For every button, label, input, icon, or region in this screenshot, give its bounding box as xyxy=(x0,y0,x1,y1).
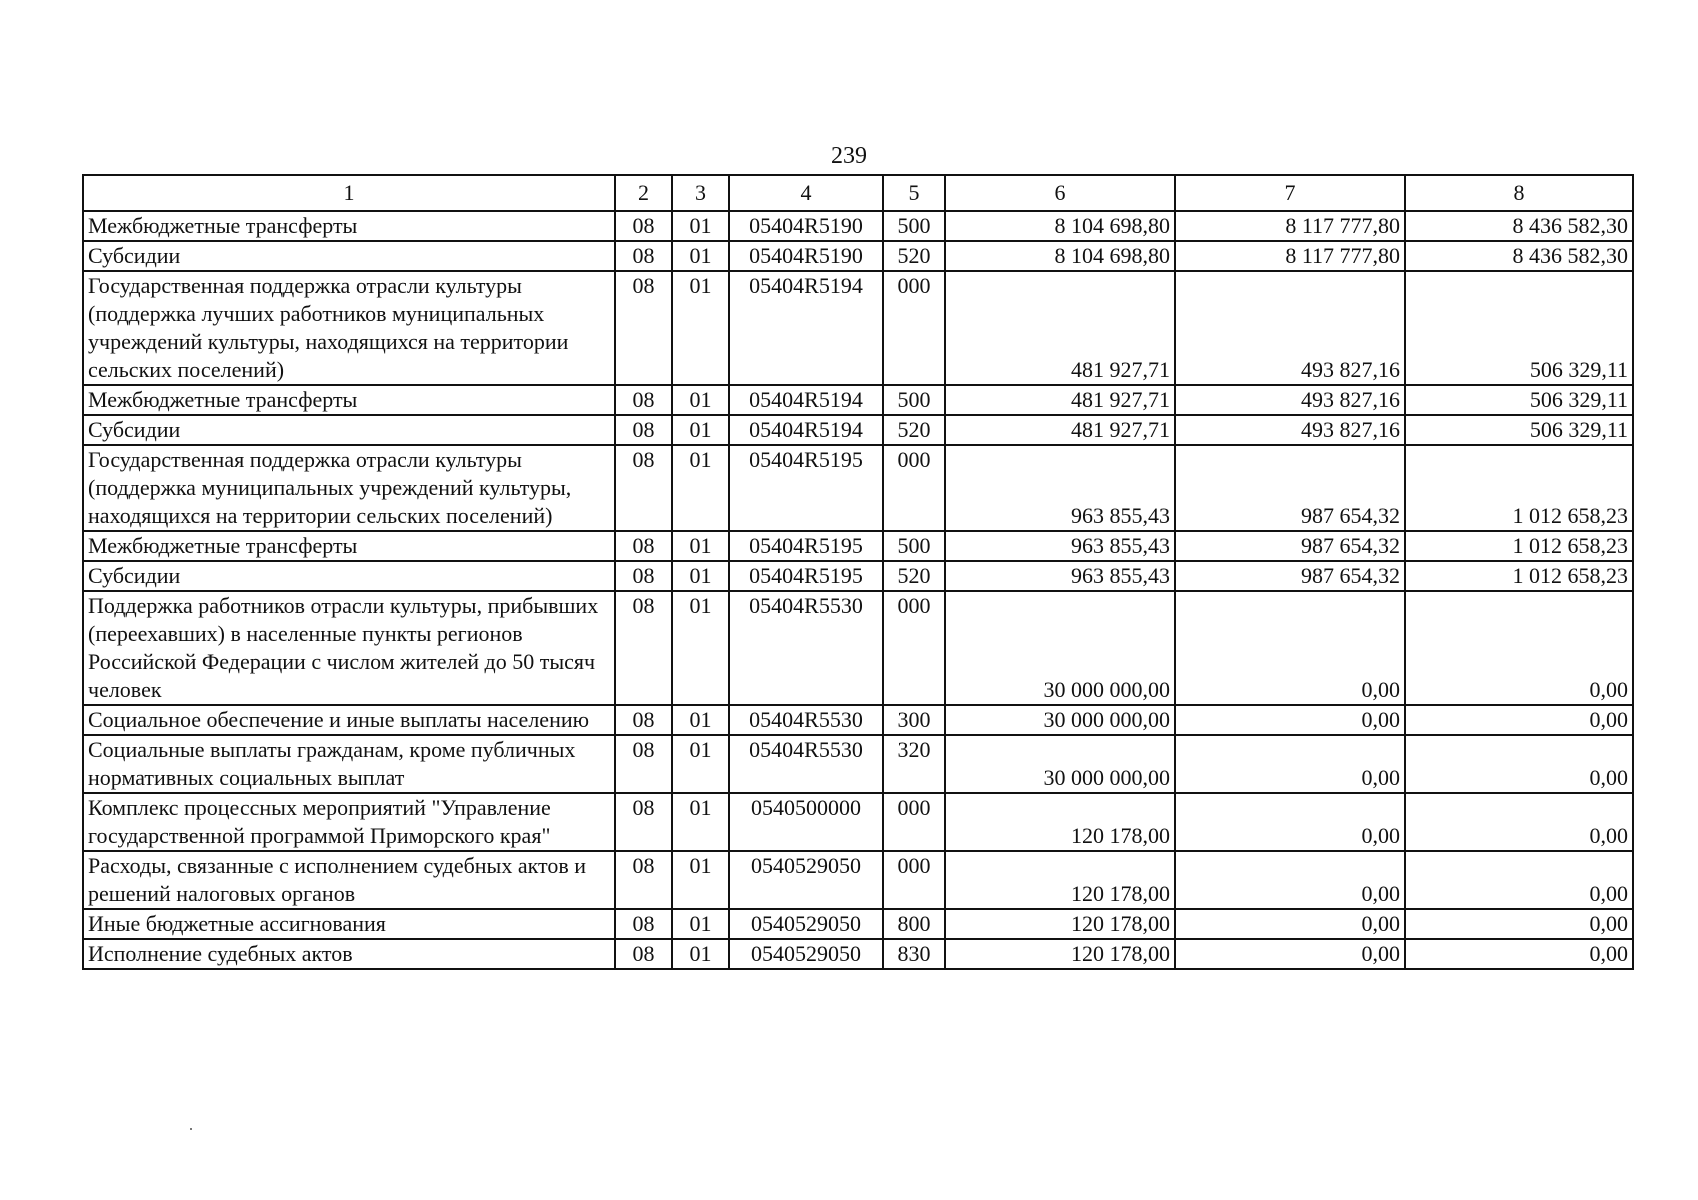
table-row xyxy=(83,531,1633,561)
item-name: Субсидии xyxy=(83,561,615,591)
amount-col-6: 30 000 000,00 xyxy=(945,735,1175,793)
amount-col-6: 8 104 698,80 xyxy=(945,241,1175,271)
table-row xyxy=(83,735,1633,793)
amount-col-6: 120 178,00 xyxy=(945,793,1175,851)
budget-table xyxy=(82,174,1634,970)
subsection-code: 01 xyxy=(672,735,729,793)
amount-col-6: 120 178,00 xyxy=(945,939,1175,969)
amount-col-7: 493 827,16 xyxy=(1175,415,1405,445)
amount-col-7: 0,00 xyxy=(1175,851,1405,909)
expense-type-code: 500 xyxy=(883,211,945,241)
header-cell-3: 3 xyxy=(672,175,729,211)
target-article-code: 05404R5530 xyxy=(729,591,883,705)
table-row xyxy=(83,909,1633,939)
amount-col-8: 1 012 658,23 xyxy=(1405,561,1633,591)
expense-type-code: 520 xyxy=(883,241,945,271)
table-row xyxy=(83,211,1633,241)
table-body xyxy=(83,211,1633,969)
subsection-code: 01 xyxy=(672,561,729,591)
amount-col-8: 0,00 xyxy=(1405,909,1633,939)
expense-type-code: 000 xyxy=(883,271,945,385)
amount-col-8: 8 436 582,30 xyxy=(1405,241,1633,271)
amount-col-6: 8 104 698,80 xyxy=(945,211,1175,241)
expense-type-code: 520 xyxy=(883,415,945,445)
expense-type-code: 500 xyxy=(883,531,945,561)
item-name: Социальное обеспечение и иные выплаты населению xyxy=(83,705,615,735)
expense-type-code: 320 xyxy=(883,735,945,793)
item-name: Поддержка работников отрасли культуры, прибывших (переехавших) в населенные пункты регионов Российской Федерации с числом жителей до 50 тысяч человек xyxy=(83,591,615,705)
item-name: Субсидии xyxy=(83,241,615,271)
amount-col-8: 0,00 xyxy=(1405,793,1633,851)
expense-type-code: 000 xyxy=(883,793,945,851)
section-code: 08 xyxy=(615,793,672,851)
amount-col-8: 8 436 582,30 xyxy=(1405,211,1633,241)
section-code: 08 xyxy=(615,445,672,531)
subsection-code: 01 xyxy=(672,385,729,415)
section-code: 08 xyxy=(615,909,672,939)
section-code: 08 xyxy=(615,271,672,385)
amount-col-7: 0,00 xyxy=(1175,735,1405,793)
amount-col-8: 0,00 xyxy=(1405,705,1633,735)
amount-col-7: 493 827,16 xyxy=(1175,385,1405,415)
expense-type-code: 000 xyxy=(883,591,945,705)
amount-col-6: 30 000 000,00 xyxy=(945,705,1175,735)
section-code: 08 xyxy=(615,939,672,969)
expense-type-code: 500 xyxy=(883,385,945,415)
amount-col-8: 0,00 xyxy=(1405,735,1633,793)
table-row xyxy=(83,705,1633,735)
section-code: 08 xyxy=(615,561,672,591)
amount-col-7: 0,00 xyxy=(1175,591,1405,705)
target-article-code: 05404R5194 xyxy=(729,385,883,415)
amount-col-7: 8 117 777,80 xyxy=(1175,211,1405,241)
subsection-code: 01 xyxy=(672,445,729,531)
amount-col-6: 481 927,71 xyxy=(945,385,1175,415)
section-code: 08 xyxy=(615,705,672,735)
item-name: Субсидии xyxy=(83,415,615,445)
expense-type-code: 000 xyxy=(883,851,945,909)
subsection-code: 01 xyxy=(672,211,729,241)
section-code: 08 xyxy=(615,851,672,909)
expense-type-code: 830 xyxy=(883,939,945,969)
header-cell-1: 1 xyxy=(83,175,615,211)
subsection-code: 01 xyxy=(672,939,729,969)
amount-col-8: 1 012 658,23 xyxy=(1405,531,1633,561)
table-row xyxy=(83,241,1633,271)
subsection-code: 01 xyxy=(672,851,729,909)
amount-col-8: 506 329,11 xyxy=(1405,385,1633,415)
item-name: Социальные выплаты гражданам, кроме публичных нормативных социальных выплат xyxy=(83,735,615,793)
item-name: Иные бюджетные ассигнования xyxy=(83,909,615,939)
table-row xyxy=(83,851,1633,909)
header-cell-8: 8 xyxy=(1405,175,1633,211)
amount-col-6: 963 855,43 xyxy=(945,445,1175,531)
scan-speck xyxy=(190,1128,192,1130)
amount-col-7: 493 827,16 xyxy=(1175,271,1405,385)
item-name: Межбюджетные трансферты xyxy=(83,211,615,241)
target-article-code: 0540529050 xyxy=(729,939,883,969)
header-row xyxy=(83,175,1633,211)
target-article-code: 05404R5194 xyxy=(729,415,883,445)
item-name: Комплекс процессных мероприятий "Управление государственной программой Приморского края" xyxy=(83,793,615,851)
table-row xyxy=(83,939,1633,969)
expense-type-code: 800 xyxy=(883,909,945,939)
header-cell-4: 4 xyxy=(729,175,883,211)
amount-col-8: 0,00 xyxy=(1405,591,1633,705)
subsection-code: 01 xyxy=(672,705,729,735)
amount-col-7: 987 654,32 xyxy=(1175,531,1405,561)
header-cell-7: 7 xyxy=(1175,175,1405,211)
table-row xyxy=(83,271,1633,385)
target-article-code: 05404R5195 xyxy=(729,445,883,531)
amount-col-8: 506 329,11 xyxy=(1405,415,1633,445)
section-code: 08 xyxy=(615,241,672,271)
amount-col-7: 8 117 777,80 xyxy=(1175,241,1405,271)
amount-col-7: 987 654,32 xyxy=(1175,561,1405,591)
target-article-code: 05404R5194 xyxy=(729,271,883,385)
table-row xyxy=(83,445,1633,531)
subsection-code: 01 xyxy=(672,909,729,939)
amount-col-7: 0,00 xyxy=(1175,909,1405,939)
amount-col-7: 0,00 xyxy=(1175,939,1405,969)
section-code: 08 xyxy=(615,211,672,241)
amount-col-6: 120 178,00 xyxy=(945,909,1175,939)
page-number: 239 xyxy=(831,143,867,169)
target-article-code: 0540529050 xyxy=(729,909,883,939)
section-code: 08 xyxy=(615,591,672,705)
table-row xyxy=(83,385,1633,415)
subsection-code: 01 xyxy=(672,591,729,705)
target-article-code: 05404R5530 xyxy=(729,705,883,735)
item-name: Межбюджетные трансферты xyxy=(83,385,615,415)
table-row xyxy=(83,793,1633,851)
table-row xyxy=(83,591,1633,705)
table-row xyxy=(83,415,1633,445)
amount-col-6: 481 927,71 xyxy=(945,271,1175,385)
amount-col-7: 987 654,32 xyxy=(1175,445,1405,531)
subsection-code: 01 xyxy=(672,271,729,385)
target-article-code: 05404R5195 xyxy=(729,561,883,591)
amount-col-8: 1 012 658,23 xyxy=(1405,445,1633,531)
expense-type-code: 300 xyxy=(883,705,945,735)
section-code: 08 xyxy=(615,415,672,445)
target-article-code: 05404R5190 xyxy=(729,241,883,271)
item-name: Государственная поддержка отрасли культуры (поддержка лучших работников муниципальных учреждений культуры, находящихся на территории сельских поселений) xyxy=(83,271,615,385)
expense-type-code: 000 xyxy=(883,445,945,531)
amount-col-8: 0,00 xyxy=(1405,939,1633,969)
header-cell-2: 2 xyxy=(615,175,672,211)
section-code: 08 xyxy=(615,735,672,793)
table-row xyxy=(83,561,1633,591)
item-name: Исполнение судебных актов xyxy=(83,939,615,969)
section-code: 08 xyxy=(615,385,672,415)
amount-col-6: 963 855,43 xyxy=(945,561,1175,591)
subsection-code: 01 xyxy=(672,531,729,561)
amount-col-6: 120 178,00 xyxy=(945,851,1175,909)
target-article-code: 0540500000 xyxy=(729,793,883,851)
target-article-code: 05404R5195 xyxy=(729,531,883,561)
expense-type-code: 520 xyxy=(883,561,945,591)
section-code: 08 xyxy=(615,531,672,561)
subsection-code: 01 xyxy=(672,241,729,271)
amount-col-8: 0,00 xyxy=(1405,851,1633,909)
amount-col-6: 963 855,43 xyxy=(945,531,1175,561)
header-cell-5: 5 xyxy=(883,175,945,211)
amount-col-7: 0,00 xyxy=(1175,793,1405,851)
amount-col-7: 0,00 xyxy=(1175,705,1405,735)
item-name: Государственная поддержка отрасли культуры (поддержка муниципальных учреждений культуры, находящихся на территории сельских поселений) xyxy=(83,445,615,531)
amount-col-6: 481 927,71 xyxy=(945,415,1175,445)
subsection-code: 01 xyxy=(672,415,729,445)
target-article-code: 05404R5530 xyxy=(729,735,883,793)
target-article-code: 05404R5190 xyxy=(729,211,883,241)
item-name: Межбюджетные трансферты xyxy=(83,531,615,561)
target-article-code: 0540529050 xyxy=(729,851,883,909)
amount-col-6: 30 000 000,00 xyxy=(945,591,1175,705)
amount-col-8: 506 329,11 xyxy=(1405,271,1633,385)
header-cell-6: 6 xyxy=(945,175,1175,211)
subsection-code: 01 xyxy=(672,793,729,851)
item-name: Расходы, связанные с исполнением судебных актов и решений налоговых органов xyxy=(83,851,615,909)
